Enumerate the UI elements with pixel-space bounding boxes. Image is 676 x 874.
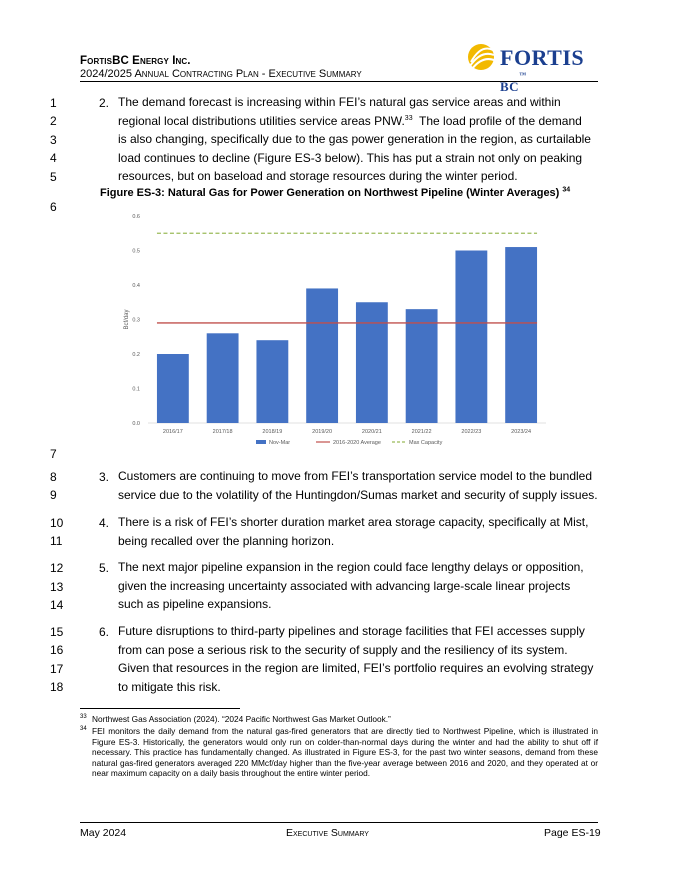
line-number: 16: [50, 643, 64, 657]
item-2-line: load continues to decline (Figure ES-3 below). This has put a strain not only on peaking: [118, 150, 583, 165]
logo-wordmark: FORTIS BC™: [500, 45, 585, 94]
footer-rule: [80, 822, 598, 823]
bar: [306, 288, 338, 423]
figure-caption: Figure ES-3: Natural Gas for Power Generation on Northwest Pipeline (Winter Averages) $^{34}$: [100, 186, 571, 199]
bar: [455, 251, 487, 424]
y-tick-label: 0.2: [132, 352, 140, 358]
bar: [505, 247, 537, 423]
y-tick-label: 0.6: [132, 214, 140, 220]
legend-label: 2016-2020 Average: [333, 440, 381, 446]
footnote-number: 34: [80, 726, 87, 732]
footnote-text: FEI monitors the daily demand from the natural gas-fired generators that are directly tied to Northwest Pipeline, which is illustrated in Figure ES-3. Historically, the generators would only run on colder-than-normal days during the winter and had the ability to shut off if necessary. This practice has fundamentally changed. As illustrated in Figure ES-3, for the past two winter seasons, demand from these natural gas-fired generators averaged 220 MMcf/day higher than the five-year average between 2016 and 2020, and they operated at or near maximum capacity on a daily basis throughout the entire winter period.: [92, 726, 598, 779]
line-number: 9: [50, 488, 57, 502]
x-tick-label: 2018/19: [262, 429, 283, 435]
x-tick-label: 2017/18: [212, 429, 233, 435]
item-number: 4.: [99, 516, 110, 530]
line-number: 7: [50, 447, 57, 461]
line-number: 17: [50, 662, 64, 676]
y-tick-label: 0.5: [132, 248, 140, 255]
footnote-number: 33: [80, 714, 87, 720]
footnote: [80, 726, 598, 779]
footer-page-number: Page ES-19: [544, 827, 601, 839]
line-number: 13: [50, 580, 64, 594]
item-paragraph: [118, 513, 598, 550]
item-line: given the increasing uncertainty associated with advancing large-scale linear projects: [118, 578, 571, 593]
item-line: Customers are continuing to move from FEI’s transportation service model to the bundled: [118, 469, 593, 483]
item-paragraph: [118, 558, 598, 614]
line-number: 5: [50, 170, 57, 184]
x-tick-label: 2022/23: [461, 429, 482, 435]
y-tick-label: 0.0: [132, 421, 140, 427]
footnote: [80, 714, 598, 725]
fortis-flame-icon: [466, 42, 496, 72]
item-2-line: is also changing, specifically due to the gas power generation in the region, as curtailable: [118, 132, 591, 147]
footnote-rule: [80, 708, 240, 709]
line-number: 12: [50, 561, 64, 575]
item-line: from can pose a serious risk to the security of supply and the resiliency of its system.: [118, 642, 568, 657]
item-number: 6.: [99, 625, 110, 639]
legend-label: Nov-Mar: [269, 440, 291, 446]
bar: [406, 309, 438, 423]
item-line: being recalled over the planning horizon.: [118, 533, 335, 548]
footer-date: May 2024: [80, 827, 127, 839]
item-line: There is a risk of FEI’s shorter duration market area storage capacity, specifically at Mist,: [118, 515, 589, 529]
item-number: 3.: [99, 470, 110, 484]
x-tick-label: 2021/22: [411, 429, 432, 435]
line-number: 10: [50, 516, 64, 530]
y-tick-label: 0.1: [132, 386, 140, 393]
item-2-paragraph: [118, 93, 598, 186]
line-number: 18: [50, 680, 64, 694]
line-number: 4: [50, 151, 57, 165]
item-number: 5.: [99, 561, 110, 575]
x-tick-label: 2019/20: [312, 429, 333, 435]
item-line: service due to the volatility of the Huntingdon/Sumas market and security of supply issues.: [118, 487, 598, 502]
item-paragraph: [118, 467, 598, 504]
item-2-line: The demand forecast is increasing within FEI’s natural gas service areas and within: [118, 95, 561, 109]
line-number: 11: [50, 534, 63, 548]
legend-swatch: [256, 440, 266, 444]
line-number: 6: [50, 200, 57, 214]
bar-chart: [116, 208, 554, 454]
header-company: FortisBC Energy Inc.: [80, 55, 191, 67]
item-number: 2.: [99, 96, 110, 110]
item-line: The next major pipeline expansion in the region could face lengthy delays or opposition,: [118, 560, 584, 574]
item-paragraph: [118, 622, 598, 696]
fortis-logo: [466, 42, 600, 94]
y-tick-label: 0.4: [132, 283, 140, 289]
header-plan-title: 2024/2025 Annual Contracting Plan - Executive Summary: [80, 68, 362, 80]
item-line: Given that resources in the region are limited, FEI’s portfolio requires an evolving strategy: [118, 661, 594, 676]
footer-section: Executive Summary: [286, 827, 369, 839]
item-line: Future disruptions to third-party pipelines and storage facilities that FEI accesses supply: [118, 624, 585, 638]
bar: [157, 354, 189, 423]
line-number: 8: [50, 470, 57, 484]
item-line: to mitigate this risk.: [118, 679, 221, 694]
x-tick-label: 2016/17: [162, 429, 183, 435]
bar: [256, 340, 288, 423]
line-number: 3: [50, 133, 57, 147]
legend-label: Max Capacity: [409, 440, 443, 446]
item-line: such as pipeline expansions.: [118, 597, 272, 612]
item-2-line: regional local distributions utilities service areas PNW.$^{33}$ The load profile of the demand: [118, 113, 582, 128]
line-number: 2: [50, 114, 57, 128]
x-tick-label: 2023/24: [511, 429, 532, 435]
y-axis-label: Bcf/day: [124, 309, 130, 330]
bar: [207, 333, 239, 423]
line-number: 1: [50, 96, 57, 110]
bar: [356, 302, 388, 423]
x-tick-label: 2020/21: [361, 429, 382, 435]
footnote-text: Northwest Gas Association (2024). “2024 Pacific Northwest Gas Market Outlook.”: [92, 714, 391, 724]
item-2-line: resources, but on baseload and storage resources during the winter period.: [118, 169, 518, 184]
y-tick-label: 0.3: [132, 317, 140, 324]
line-number: 15: [50, 625, 64, 639]
line-number: 14: [50, 598, 64, 612]
